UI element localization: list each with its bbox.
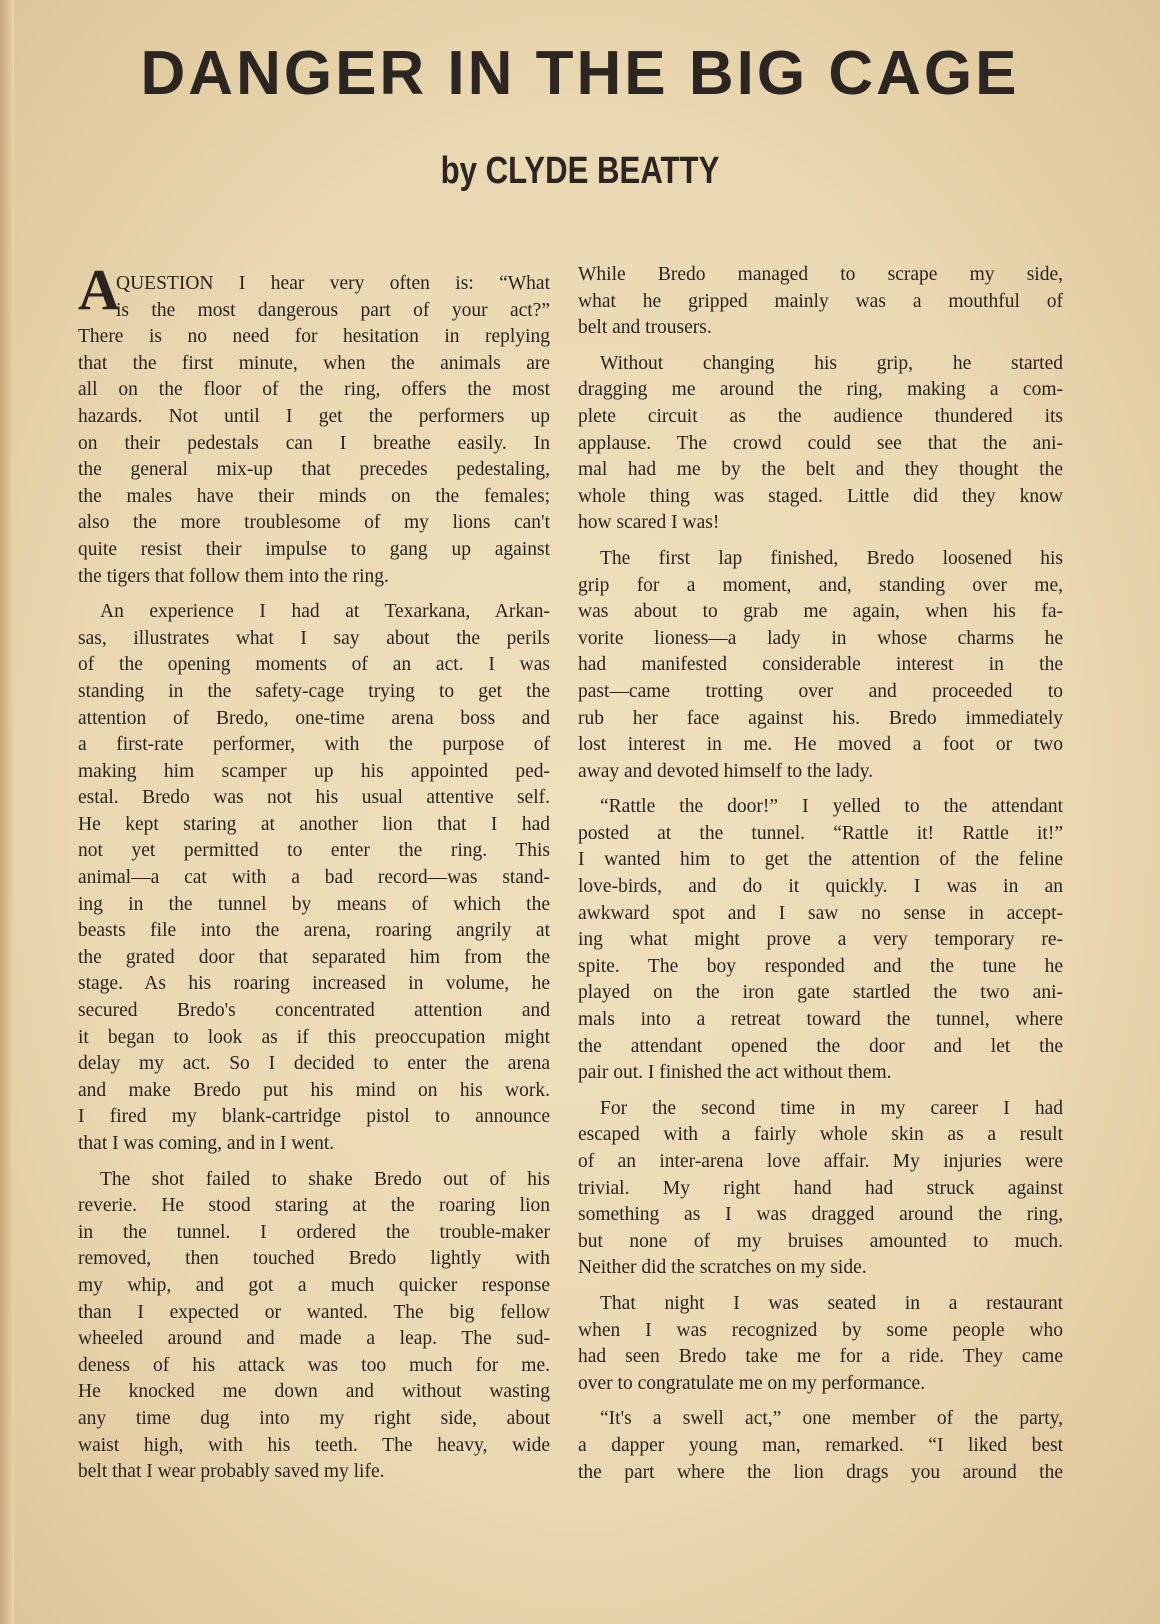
text-line: I fired my blank-cartridge pistol to announce bbox=[78, 1106, 550, 1128]
text-line: waist high, with his teeth. The heavy, wide bbox=[78, 1434, 550, 1456]
text-line: past—came trotting over and proceeded to bbox=[578, 680, 1063, 702]
text-line: all on the floor of the ring, offers the most bbox=[78, 379, 550, 401]
text-line: the grated door that separated him from the bbox=[78, 946, 550, 968]
text-line: estal. Bredo was not his usual attentive self. bbox=[78, 787, 550, 809]
paragraph bbox=[78, 599, 550, 1157]
text-line: the attendant opened the door and let the bbox=[578, 1035, 1063, 1057]
text-line: also the more troublesome of my lions can't bbox=[78, 512, 550, 534]
paragraph bbox=[578, 1406, 1063, 1486]
text-line: rub her face against his. Bredo immediately bbox=[578, 707, 1063, 729]
paragraph bbox=[578, 1291, 1063, 1397]
text-line: Without changing his grip, he started bbox=[600, 352, 1063, 374]
text-line: grip for a moment, and, standing over me, bbox=[578, 574, 1063, 596]
text-line: had seen Bredo take me for a ride. They came bbox=[578, 1346, 1063, 1368]
text-line: the tigers that follow them into the ring. bbox=[78, 565, 389, 587]
right-column bbox=[578, 262, 1063, 1486]
paragraph bbox=[578, 262, 1063, 342]
text-line: wheeled around and made a leap. The sud- bbox=[78, 1328, 550, 1350]
text-line: in the tunnel. I ordered the trouble-maker bbox=[78, 1221, 550, 1243]
text-line: whole thing was staged. Little did they know bbox=[578, 485, 1063, 507]
text-line: sas, illustrates what I say about the perils bbox=[78, 627, 550, 649]
drop-cap: A bbox=[78, 257, 120, 322]
text-line: I wanted him to get the attention of the feline bbox=[578, 849, 1063, 871]
text-line: spite. The boy responded and the tune he bbox=[578, 955, 1063, 977]
text-line: ing what might prove a very temporary re- bbox=[578, 929, 1063, 951]
paragraph bbox=[78, 1167, 550, 1486]
text-line: beasts file into the arena, roaring angrily at bbox=[78, 920, 550, 942]
text-line: is the most dangerous part of your act?” bbox=[116, 299, 550, 321]
text-line: applause. The crowd could see that the ani- bbox=[578, 432, 1063, 454]
text-line: While Bredo managed to scrape my side, bbox=[578, 264, 1063, 285]
text-line: but none of my bruises amounted to much. bbox=[578, 1230, 1063, 1252]
text-line: “Rattle the door!” I yelled to the attendant bbox=[600, 796, 1063, 818]
paragraph bbox=[578, 1096, 1063, 1282]
text-line: He knocked me down and without wasting bbox=[78, 1381, 550, 1403]
text-line: my whip, and got a much quicker response bbox=[78, 1274, 550, 1296]
text-line: animal—a cat with a bad record—was stand- bbox=[78, 867, 550, 889]
text-line: away and devoted himself to the lady. bbox=[578, 760, 873, 782]
text-line: had manifested considerable interest in the bbox=[578, 654, 1063, 676]
text-line: the part where the lion drags you around the bbox=[578, 1461, 1063, 1483]
text-line: belt and trousers. bbox=[578, 317, 712, 339]
text-line: The shot failed to shake Bredo out of his bbox=[100, 1168, 550, 1190]
text-line: ing in the tunnel by means of which the bbox=[78, 893, 550, 915]
text-line: played on the iron gate startled the two ani- bbox=[578, 982, 1063, 1004]
text-line: a first-rate performer, with the purpose of bbox=[78, 734, 550, 756]
paragraph bbox=[578, 794, 1063, 1087]
text-line: Neither did the scratches on my side. bbox=[578, 1257, 867, 1279]
text-line: vorite lioness—a lady in whose charms he bbox=[578, 627, 1063, 649]
text-line: of an inter-arena love affair. My injuries were bbox=[578, 1151, 1063, 1172]
text-line: standing in the safety-cage trying to get the bbox=[78, 680, 550, 702]
text-line: making him scamper up his appointed ped- bbox=[78, 760, 550, 782]
text-line: For the second time in my career I had bbox=[600, 1097, 1063, 1119]
paragraph bbox=[578, 351, 1063, 537]
text-line: An experience I had at Texarkana, Arkan- bbox=[100, 601, 550, 623]
text-line: attention of Bredo, one-time arena boss and bbox=[78, 707, 550, 729]
text-line: stage. As his roaring increased in volume, he bbox=[78, 973, 550, 995]
page-edge bbox=[0, 0, 14, 1624]
text-line: what he gripped mainly was a mouthful of bbox=[578, 290, 1063, 312]
text-line: it began to look as if this preoccupation might bbox=[78, 1026, 550, 1048]
text-line: mal had me by the belt and they thought the bbox=[578, 459, 1063, 481]
text-line: removed, then touched Bredo lightly with bbox=[78, 1248, 550, 1270]
text-line: a dapper young man, remarked. “I liked best bbox=[578, 1434, 1063, 1456]
text-line: reverie. He stood staring at the roaring lion bbox=[78, 1195, 550, 1217]
text-line: the males have their minds on the females; bbox=[78, 485, 550, 507]
text-line: plete circuit as the audience thundered its bbox=[578, 405, 1063, 427]
text-line: quite resist their impulse to gang up against bbox=[78, 538, 550, 560]
text-line: love-birds, and do it quickly. I was in an bbox=[578, 876, 1063, 898]
text-line: posted at the tunnel. “Rattle it! Rattle it!” bbox=[578, 822, 1063, 844]
text-line: deness of his attack was too much for me. bbox=[78, 1354, 550, 1376]
text-line: That night I was seated in a restaurant bbox=[600, 1292, 1063, 1314]
paragraph bbox=[578, 546, 1063, 785]
text-line: was about to grab me again, when his fa- bbox=[578, 601, 1063, 623]
text-line: “It's a swell act,” one member of the party, bbox=[600, 1408, 1063, 1430]
text-line: He kept staring at another lion that I had bbox=[78, 813, 550, 835]
text-line: of the opening moments of an act. I was bbox=[78, 654, 550, 676]
text-line: the general mix-up that precedes pedestaling, bbox=[78, 459, 550, 481]
text-line: that the first minute, when the animals are bbox=[78, 352, 550, 374]
text-line: and make Bredo put his mind on his work. bbox=[78, 1079, 550, 1101]
text-line: than I expected or wanted. The big fellow bbox=[78, 1301, 550, 1323]
text-line: hazards. Not until I get the performers up bbox=[78, 405, 550, 427]
text-line: pair out. I finished the act without them. bbox=[578, 1062, 892, 1084]
article-title: DANGER IN THE BIG CAGE bbox=[140, 39, 1020, 108]
text-line: not yet permitted to enter the ring. This bbox=[78, 840, 550, 862]
text-line: dragging me around the ring, making a com- bbox=[578, 379, 1063, 401]
paragraph bbox=[78, 271, 550, 590]
text-line: how scared I was! bbox=[578, 512, 720, 534]
text-line: something as I was dragged around the ring, bbox=[578, 1204, 1063, 1226]
text-line: belt that I wear probably saved my life. bbox=[78, 1461, 385, 1483]
text-line: There is no need for hesitation in replying bbox=[78, 326, 550, 348]
text-line: escaped with a fairly whole skin as a result bbox=[578, 1124, 1063, 1146]
text-line: QUESTION I hear very often is: “What bbox=[116, 273, 550, 294]
left-column bbox=[78, 257, 550, 1486]
byline: by CLYDE BEATTY bbox=[440, 150, 720, 192]
text-line: over to congratulate me on my performance. bbox=[578, 1372, 926, 1394]
text-line: lost interest in me. He moved a foot or two bbox=[578, 734, 1063, 756]
text-line: delay my act. So I decided to enter the arena bbox=[78, 1053, 550, 1075]
text-line: any time dug into my right side, about bbox=[78, 1407, 550, 1429]
text-line: mals into a retreat toward the tunnel, where bbox=[578, 1009, 1063, 1031]
text-line: awkward spot and I saw no sense in accept- bbox=[578, 902, 1063, 924]
text-line: that I was coming, and in I went. bbox=[78, 1133, 335, 1154]
text-line: The first lap finished, Bredo loosened his bbox=[600, 547, 1063, 569]
text-line: when I was recognized by some people who bbox=[578, 1319, 1063, 1341]
text-line: secured Bredo's concentrated attention and bbox=[78, 1000, 550, 1022]
text-line: on their pedestals can I breathe easily. In bbox=[78, 432, 550, 454]
text-line: trivial. My right hand had struck against bbox=[578, 1177, 1063, 1199]
